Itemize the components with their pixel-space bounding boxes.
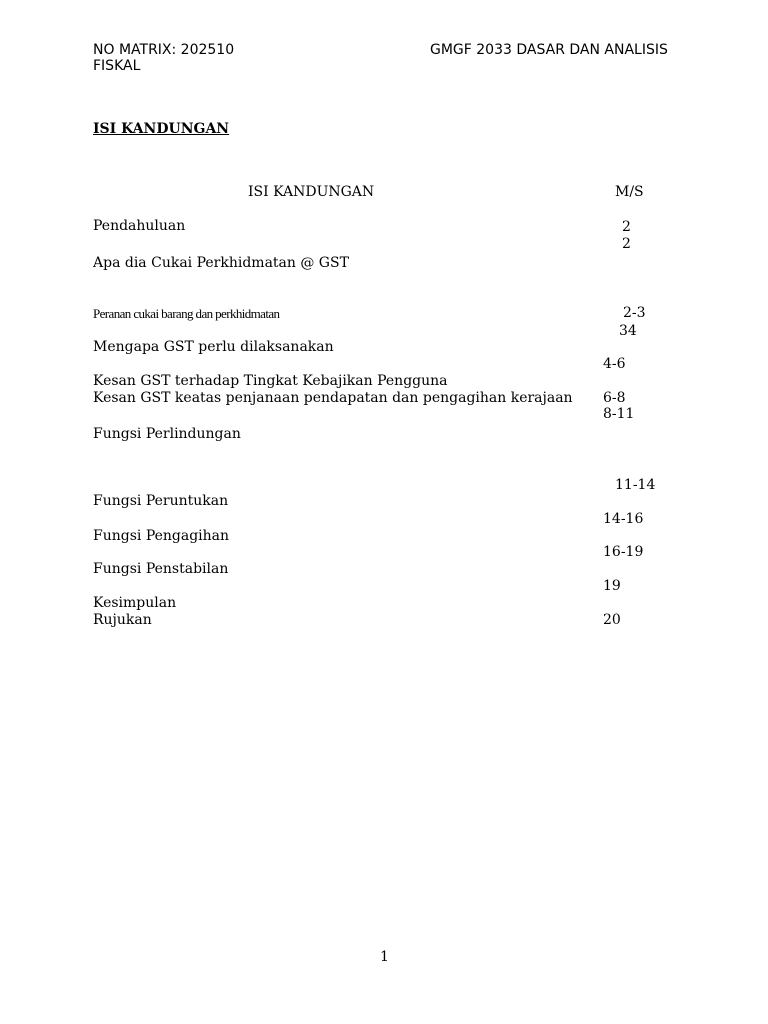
toc-entry-title: Peranan cukai barang dan perkhidmatan: [93, 306, 280, 321]
toc-entry-title: Apa dia Cukai Perkhidmatan @ GST: [93, 255, 349, 271]
toc-entry-title: Kesan GST keatas penjanaan pendapatan dan pengagihan kerajaan: [93, 390, 573, 406]
toc-entry-title: Fungsi Perlindungan: [93, 426, 241, 442]
toc-page-number: 2: [622, 236, 631, 252]
toc-page-number: 8-11: [603, 406, 635, 422]
toc-entry-title: Kesimpulan: [93, 595, 177, 611]
toc-column-title: ISI KANDUNGAN: [248, 184, 375, 200]
header-course: GMGF 2033 DASAR DAN ANALISIS: [430, 42, 668, 58]
toc-page-number: 19: [603, 578, 621, 594]
footer-page-number: 1: [380, 949, 389, 965]
toc-column-page: M/S: [615, 184, 644, 200]
toc-page-number: 2-3: [623, 305, 646, 321]
toc-page-number: 2: [622, 219, 631, 235]
header-course-continued: FISKAL: [93, 58, 141, 74]
header-matrix: NO MATRIX: 202510: [93, 42, 235, 58]
toc-entry-title: Rujukan: [93, 612, 152, 628]
toc-page-number: 20: [603, 612, 621, 628]
toc-page-number: 14-16: [603, 511, 644, 527]
toc-page-number: 11-14: [615, 477, 656, 493]
toc-entry-title: Fungsi Peruntukan: [93, 493, 229, 509]
toc-entry-title: Fungsi Pengagihan: [93, 528, 230, 544]
toc-entry-title: Fungsi Penstabilan: [93, 561, 229, 577]
toc-page-number: 6-8: [603, 390, 626, 406]
toc-entry-title: Pendahuluan: [93, 218, 186, 234]
toc-page-number: 4-6: [603, 356, 626, 372]
toc-page-number: 34: [619, 323, 637, 339]
section-title: ISI KANDUNGAN: [93, 121, 230, 137]
toc-page-number: 16-19: [603, 544, 644, 560]
toc-entry-title: Mengapa GST perlu dilaksanakan: [93, 339, 334, 355]
toc-entry-title: Kesan GST terhadap Tingkat Kebajikan Pengguna: [93, 373, 448, 389]
